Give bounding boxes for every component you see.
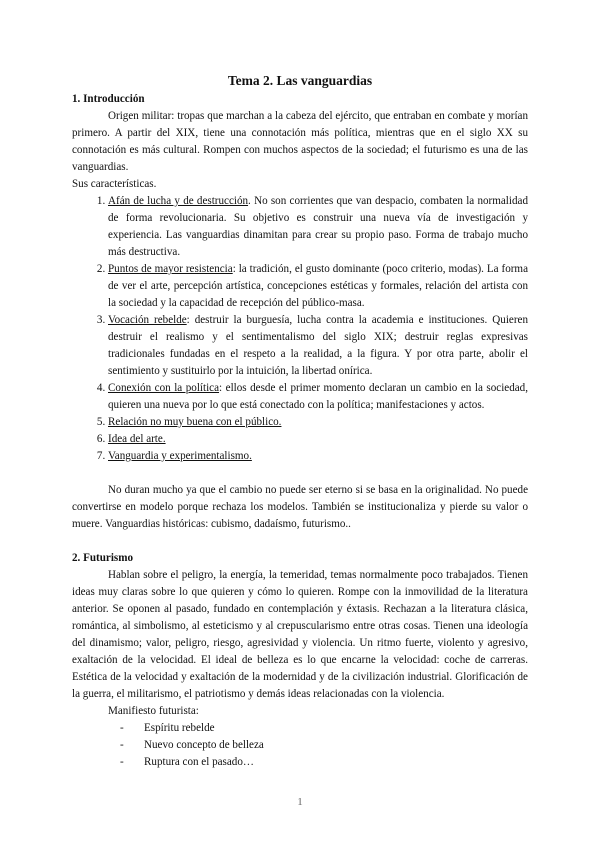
dash-bullet: - [120, 756, 124, 768]
item-term: Puntos de mayor resistencia [108, 263, 233, 275]
list-item [108, 414, 528, 431]
list-item [108, 193, 528, 261]
list-item [108, 312, 528, 380]
manifesto-list [72, 720, 528, 771]
item-text: : ellos desde el primer momento declaran un cambio en la sociedad, quieren una nueva por lo que está conectado con la política; manifestaciones y actos. [108, 382, 528, 411]
item-text: Ruptura con el pasado… [144, 756, 254, 768]
list-item [120, 720, 528, 737]
dash-bullet: - [120, 722, 124, 734]
list-item [108, 380, 528, 414]
item-term: Idea del arte. [108, 433, 166, 445]
item-term: Vanguardia y experimentalismo. [108, 450, 252, 462]
intro-paragraph: Origen militar: tropas que marchan a la cabeza del ejército, que entraban en combate y morían primero. A partir del XIX, tiene una connotación más política, mientras que en el siglo XX su connotación es más cultural. Rompen con muchos aspectos de la sociedad; el futurismo es una de las vanguardias. [72, 110, 528, 173]
list-item [108, 448, 528, 465]
section-heading-futurismo: 2. Futurismo [72, 552, 134, 564]
list-item [120, 737, 528, 754]
item-text: . No son corrientes que van despacio, combaten la normalidad de forma revolucionaria. Su objetivo es construir una nueva vía de investigación y experiencia. Las vanguardias dinamitan para crear su propio paso. Forma de trabajo mucho más destructiva. [108, 195, 528, 258]
item-term: Conexión con la política [108, 382, 220, 394]
list-item [108, 261, 528, 312]
list-item [120, 754, 528, 771]
blank-line [72, 465, 528, 482]
futurismo-paragraph: Hablan sobre el peligro, la energía, la temeridad, temas normalmente poco trabajados. Tienen ideas muy claras sobre lo que quieren y cómo lo quieren. Rompe con la inmovilidad de la literatura anterior. Se oponen al pasado, fundado en contemplación y éxtasis. Rechazan a la literatura clásica, romántica, al simbolismo, al esteticismo y al crepuscularismo entre otras cosas. Tienen una ideología del dinamismo; valor, peligro, riesgo, agresividad y violencia. Un ritmo fuerte, violento y agresivo, exaltación de la velocidad. El ideal de belleza es lo que encarne la velocidad: coche de carreras. Estética de la velocidad y exaltación de la modernidad y de la civilización industrial. Glorificación de la guerra, el militarismo, el patriotismo y demás ideas relacionadas con la violencia. [72, 569, 528, 700]
section-heading-introduccion: 1. Introducción [72, 93, 145, 105]
document-page [72, 72, 528, 771]
page-number: 1 [297, 796, 303, 808]
characteristics-list [72, 193, 528, 465]
manifesto-label: Manifiesto futurista: [108, 705, 199, 717]
closing-paragraph: No duran mucho ya que el cambio no puede ser eterno si se basa en la originalidad. No puede convertirse en modelo porque rechaza los modelos. También se institucionaliza y pierde su valor o muere. Vanguardias históricas: cubismo, dadaísmo, futurismo.. [72, 484, 528, 530]
list-item [108, 431, 528, 448]
characteristics-label: Sus características. [72, 178, 157, 190]
item-term: Relación no muy buena con el público. [108, 416, 282, 428]
item-text: : destruir la burguesía, lucha contra la academia e instituciones. Quieren destruir el realismo y el sentimentalismo del siglo XIX; destruir reglas expresivas tradicionales fundadas en el respeto a la realidad, a la figura. Y por otra parte, abolir el sentimiento y sustituirlo por la intuición, la libertad onírica. [108, 314, 528, 377]
blank-line [72, 533, 528, 550]
item-text: : la tradición, el gusto dominante (poco criterio, modas). La forma de ver el arte, percepción artística, concepciones estéticas y formales, relación del artista con la sociedad y la capacidad de recepción del público-masa. [108, 263, 528, 309]
document-title: Tema 2. Las vanguardias [227, 73, 373, 88]
item-term: Vocación rebelde [108, 314, 187, 326]
dash-bullet: - [120, 739, 124, 751]
item-text: Nuevo concepto de belleza [144, 739, 264, 751]
item-text: Espíritu rebelde [144, 722, 215, 734]
item-term: Afán de lucha y de destrucción [108, 195, 249, 207]
